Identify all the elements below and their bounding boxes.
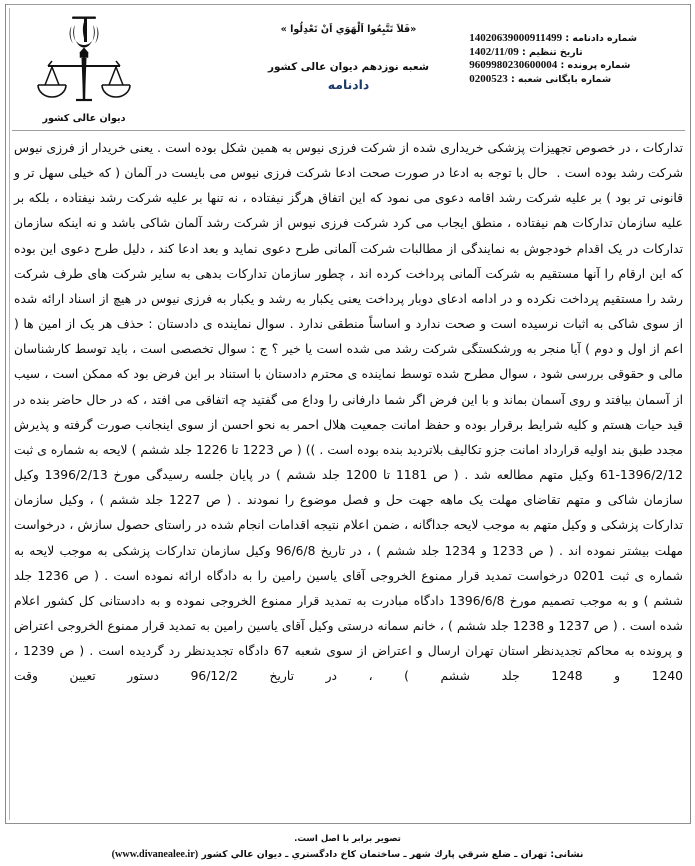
judgment-paragraph: تدارکات ، در خصوص تجهیزات پزشکی خریداری شده از شرکت فرزی نیوس به همین شکل بوده است . یعنی خریدار از فرزی نیوس شرکت رشد بوده است . حال با توجه به ادعا در صورت صحت ادعا شرکت فرزی نیوس می بایست در آلمان ( که خیلی سهل تر و قانونی تر بود ) بر علیه شرکت رشد اقامه دعوی می نمود که این اتفاق هرگز نیفتاده ، نه تنها بر علیه شرکت رشد نیفتاده ، بلکه بر علیه سازمان تدارکات هم نیفتاده ، منطق ایجاب می کرد شرکت فرزی نیوس از شرکت رشد آلمان شاکی باشد و نه اینکه سازمان تدارکات در یک اقدام خودجوش به نمایندگی از مطالبات شرکت آلمانی طرح دعوی نماید و بعد ادعا کند ، دلیل طرح دعوی این بوده که این ارقام را آنها مستقیم به شرکت آلمانی پرداخت کرده اند ، چطور سازمان تدارکات بدهی به سایر شرکت های طرف شرکت رشد را مستقیم پرداخت نکرده و در ادامه ادعای دوبار پرداخت یعنی یکبار به رشد و یکبار به فرزی نیوس در هیچ از اسناد ارائه شده از سوی شاکی به اثبات نرسیده است و صحت ندارد و اساساً منطقی ندارد . سوال نماینده ی دادستان : حذف هر یک از امین ها ( اعم از اول و دوم ) آیا منجر به ورشکستگی شرکت رشد می شده است یا خیر ؟ ج : سوال تخصصی است ، باید توسط کارشناسان مالی و حقوقی بررسی شود ، سوال مطرح شده توسط نماینده ی محترم دادستان با استناد بر این فرض بود که ممکن است ، سیب از آسمان بیافتد و روی آسمان بماند و با این فرض اگر شما دارفانی را وداع می گفتید چه اتفاقی می افتد ، که در حال حاضر بنده در قید حیات هستم و کلیه شرایط برقرار بوده و حفظ امانت جمعیت هلال احمر به نحو احسن از سوی اینجانب صورت گرفته و پذیرش مجدد طبق بند اولیه قرارداد امانت جزو تکالیف بلاتردید بنده بوده است . )) ( ص 1223 تا 1226 جلد ششم ) لایحه به شماره ی ثبت 1396/2/12-61 وکیل متهم مطالعه شد . ( ص 1181 تا 1200 جلد ششم ) در پایان جلسه رسیدگی مورخ 1396/2/13 وکیل سازمان شاکی و متهم تقاضای مهلت یک ماهه جهت حل و فصل موضوع را نمودند . ( ص 1227 جلد ششم ) ، وکیل سازمان تدارکات پزشکی و وکیل متهم به موجب لایحه جداگانه ، ضمن اعلام نتیجه اقدامات انجام شده در راستای حصول سازش ، درخواست مهلت بیشتر نموده اند . ( ص 1233 و 1234 جلد ششم ) ، در تاریخ 96/6/8 وکیل سازمان تدارکات پزشکی به موجب لایحه به شماره ی ثبت 0201 درخواست تمدید قرار ممنوع الخروجی آقای یاسین رامین را به دادگاه ارائه نموده است . ( ص 1236 جلد ششم ) و به موجب تصمیم مورخ 1396/6/8 دادگاه مبادرت به تمدید قرار ممنوع الخروجی نموده و به دادستانی کل کشور اعلام شده است . ( ص 1237 و 1238 جلد ششم ) ، خانم سمانه درستی وکیل آقای یاسین رامین به تمدید قرار ممنوع الخروجی اعتراض و پرونده به محاکم تجدیدنظر استان تهران ارسال و اعتراض از سوی شعبه 67 دادگاه تجدیدنظر رد گردیده است . ( ص 1239 ، 1240 و 1248 جلد ششم ) ، در تاریخ 96/12/2 دستور تعیین وقت xyxy=(10,141,684,684)
emblem-caption: دیوان عالی کشور xyxy=(42,113,126,124)
metadata-value: 14020639000911499 xyxy=(469,32,563,44)
certification-note: تصویر برابر با اصل است. xyxy=(294,834,401,844)
quranic-verse: «فَلاَ تَتَّبِعُوا اَلْهَوَي اَنْ تَعْدِلُوا » xyxy=(280,24,417,35)
footer-divider xyxy=(5,823,691,824)
website-link[interactable]: (www.divanealee.ir) xyxy=(111,849,199,860)
judgment-body xyxy=(10,136,684,689)
scales-of-justice-icon xyxy=(32,12,136,112)
metadata-label: شماره بایگانی شعبه : xyxy=(510,73,612,85)
footer-address xyxy=(0,849,695,860)
judiciary-emblem xyxy=(24,12,144,124)
header-divider xyxy=(12,130,685,131)
metadata-value: 1402/11/09 xyxy=(469,45,519,58)
metadata-label: شماره پرونده : xyxy=(560,60,631,71)
metadata-label: تاریخ تنظیم : xyxy=(522,46,583,58)
document-header xyxy=(12,10,685,122)
address-text: نشانی: تهران ـ ضلع شرقي پارك شهر ـ ساختمان كاخ دادگستري ـ دیوان عالي كشور xyxy=(201,849,584,860)
page-title: دادنامه xyxy=(327,77,370,92)
page-frame-left xyxy=(5,4,6,824)
page-frame-right xyxy=(690,4,691,824)
page-frame-left-inner xyxy=(9,8,10,820)
document-footer xyxy=(0,834,695,860)
metadata-value: 9609980230600004 xyxy=(469,59,558,71)
page-frame-top xyxy=(5,4,691,5)
metadata-value: 0200523 xyxy=(469,72,508,85)
branch-title: شعبه نوزدهم دیوان عالی کشور xyxy=(268,61,429,73)
metadata-label: شماره دادنامه : xyxy=(565,33,637,44)
